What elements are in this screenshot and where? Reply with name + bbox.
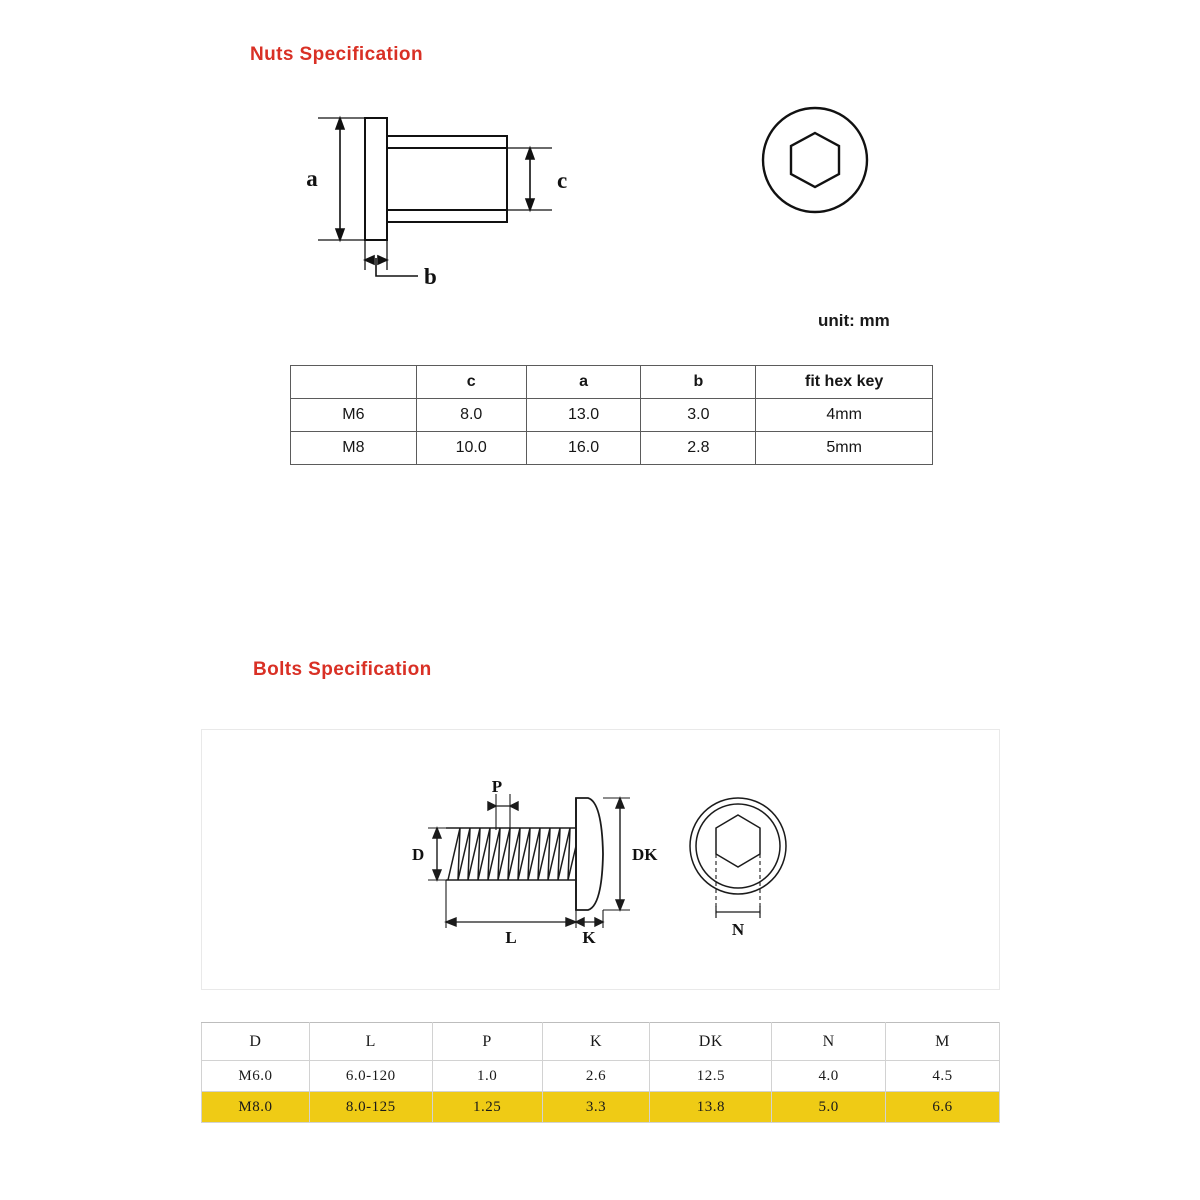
bolts-specification-table [201,1022,1000,1123]
bolt-outer-circle [690,798,786,894]
nuts-cell-c: 10.0 [416,432,526,465]
bolt-top-view-diagram [668,788,813,943]
nuts-cell-b: 2.8 [641,432,756,465]
bolt-dim-label-dk: DK [632,845,658,864]
nuts-header-c: c [416,366,526,399]
nuts-header-b: b [641,366,756,399]
unit-label: unit: mm [818,311,890,330]
bolts-cell-dk: 12.5 [650,1061,772,1092]
bolts-cell-l: 6.0-120 [309,1061,432,1092]
nut-top-view-diagram [735,100,895,220]
nuts-header-hex-key: fit hex key [756,366,933,399]
bolts-header-l: L [309,1023,432,1061]
nuts-cell-a: 16.0 [526,432,641,465]
bolts-header-k: K [542,1023,650,1061]
nuts-cell-size: M8 [291,432,417,465]
nuts-cell-hex-key: 4mm [756,399,933,432]
bolts-header-p: P [432,1023,542,1061]
bolt-inner-circle [696,804,780,888]
bolt-dim-label-p: P [491,777,503,796]
nuts-specification-table [290,365,933,465]
nut-dim-label-a: a [306,166,318,191]
bolts-header-d: D [202,1023,310,1061]
bolts-specification-title: Bolts Specification [253,659,432,680]
bolts-cell-d: M6.0 [202,1061,310,1092]
bolts-cell-d: M8.0 [202,1092,310,1123]
bolts-cell-p: 1.25 [432,1092,542,1123]
bolts-header-n: N [772,1023,886,1061]
nuts-cell-c: 8.0 [416,399,526,432]
bolts-cell-n: 5.0 [772,1092,886,1123]
nuts-specification-title: Nuts Specification [250,44,423,65]
bolt-dim-label-d: D [412,845,425,864]
hex-socket-icon [791,133,839,187]
bolt-dim-label-k: K [582,928,596,947]
hex-socket-icon [716,815,760,867]
nuts-header-size [291,366,417,399]
nuts-cell-a: 13.0 [526,399,641,432]
nuts-header-a: a [526,366,641,399]
bolts-cell-p: 1.0 [432,1061,542,1092]
bolt-dim-label-l: L [505,928,517,947]
nut-dim-label-c: c [557,168,568,193]
bolts-cell-m: 6.6 [886,1092,1000,1123]
bolts-cell-k: 3.3 [542,1092,650,1123]
table-row [291,399,933,432]
bolts-cell-m: 4.5 [886,1061,1000,1092]
table-row [291,432,933,465]
table-row [202,1061,1000,1092]
bolts-cell-l: 8.0-125 [309,1092,432,1123]
table-header-row [202,1023,1000,1061]
nuts-cell-size: M6 [291,399,417,432]
bolts-cell-n: 4.0 [772,1061,886,1092]
bolts-header-m: M [886,1023,1000,1061]
nut-dim-label-b: b [424,264,437,289]
nut-side-view-diagram [290,98,580,289]
table-header-row [291,366,933,399]
bolts-cell-dk: 13.8 [650,1092,772,1123]
bolt-side-view-diagram [398,776,668,951]
bolts-header-dk: DK [650,1023,772,1061]
table-row-highlighted [202,1092,1000,1123]
nuts-cell-hex-key: 5mm [756,432,933,465]
nut-outer-circle [763,108,867,212]
bolt-dim-label-n: N [731,920,745,939]
nuts-cell-b: 3.0 [641,399,756,432]
bolts-cell-k: 2.6 [542,1061,650,1092]
